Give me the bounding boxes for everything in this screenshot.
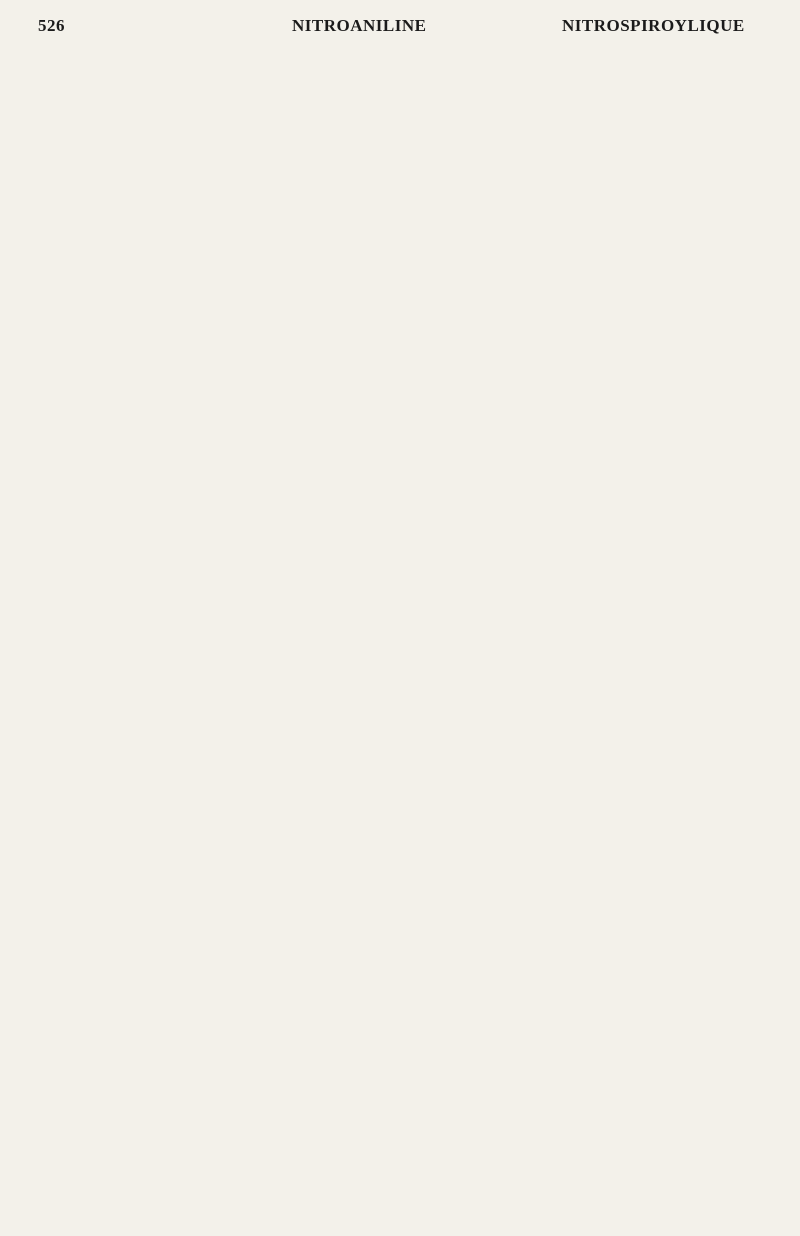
page-number: 526	[38, 16, 65, 35]
left-column	[32, 66, 391, 67]
text-columns	[32, 66, 772, 67]
running-head-right: NITROSPIROYLIQUE	[562, 16, 745, 35]
right-column	[409, 66, 768, 67]
running-head-left: NITROANILINE	[292, 16, 427, 35]
page-header	[32, 10, 770, 36]
